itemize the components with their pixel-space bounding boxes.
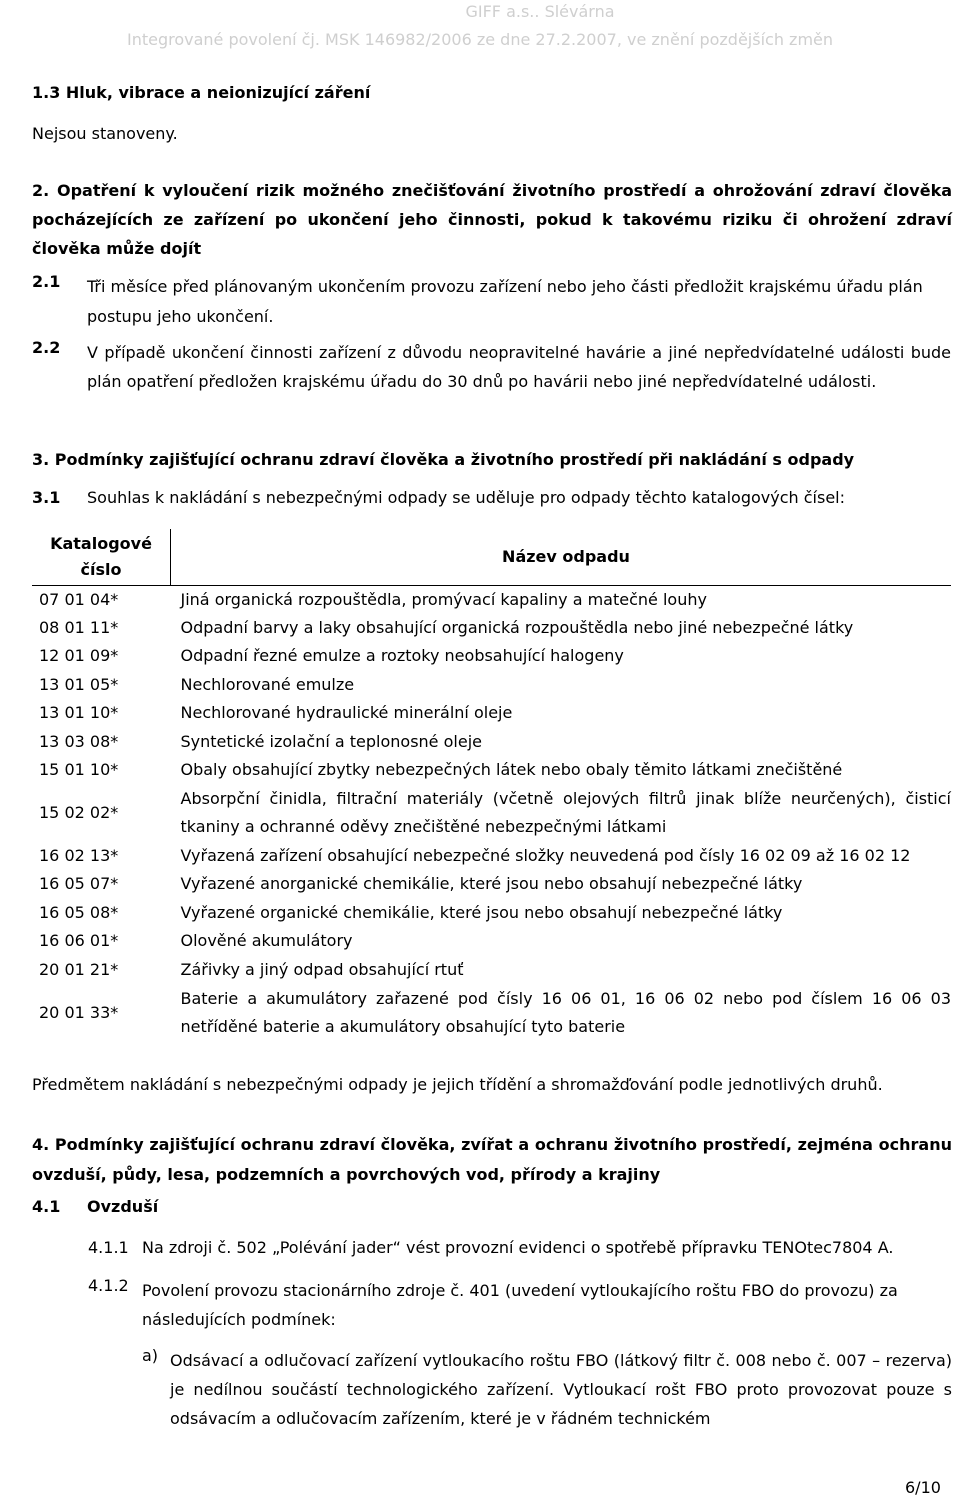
item-4-1-1-text: Na zdroji č. 502 „Polévání jader“ vést provozní evidenci o spotřebě přípravku TENOtec7804 A. (142, 1238, 894, 1257)
waste-name: Vyřazené anorganické chemikálie, které jsou nebo obsahují nebezpečné látky (180, 874, 803, 894)
table-row (32, 842, 951, 871)
item-a-text: Odsávací a odlučovací zařízení vytloukacího roštu FBO (látkový filtr č. 008 nebo č. 007 – rezerva) je nedílnou součástí technologického zařízení. Vytloukací rošt FBO proto provozovat pouze s odsávacím a odlučovacím zařízením, které je v řádném technickém (170, 1351, 952, 1428)
waste-code: 20 01 21* (39, 959, 119, 979)
waste-code: 20 01 33* (39, 1002, 119, 1022)
waste-code: 15 01 10* (39, 760, 119, 780)
section-3-title: 3. Podmínky zajišťující ochranu zdraví člověka a životního prostředí při nakládání s odpady (32, 450, 855, 469)
table-row (32, 671, 951, 700)
table-row (32, 728, 951, 757)
waste-catalog-table (32, 529, 951, 1041)
waste-code: 16 05 08* (39, 902, 119, 922)
waste-name: Olověné akumulátory (180, 931, 353, 951)
item-2-1-number: 2.1 (32, 272, 61, 291)
waste-name: Absorpční činidla, filtrační materiály (včetně olejových filtrů jinak blíže neurčených), čisticí tkaniny a ochranné oděvy znečištěné nebezpečnými látkami (180, 789, 951, 836)
waste-code: 15 02 02* (39, 803, 119, 822)
table-row (32, 756, 951, 785)
section-1-3-title: 1.3 Hluk, vibrace a neionizující záření (32, 83, 371, 102)
waste-name: Nechlorované emulze (180, 674, 355, 694)
table-row (32, 927, 951, 956)
header-name: Název odpadu (171, 529, 952, 585)
waste-code: 16 06 01* (39, 931, 119, 951)
section-1-3-text: Nejsou stanoveny. (32, 124, 178, 143)
section-3-footer: Předmětem nakládání s nebezpečnými odpady je jejich třídění a shromažďování podle jednotlivých druhů. (32, 1075, 883, 1094)
waste-name: Zářivky a jiný odpad obsahující rtuť (180, 959, 464, 979)
item-2-1-text: Tři měsíce před plánovaným ukončením provozu zařízení nebo jeho části předložit krajskému úřadu plán postupu jeho ukončení. (87, 277, 923, 326)
table-row (32, 785, 951, 842)
item-a-label: a) (142, 1346, 159, 1365)
page-number: 6/10 (905, 1478, 941, 1497)
waste-name: Baterie a akumulátory zařazené pod čísly 16 06 01, 16 06 02 nebo pod číslem 16 06 03 netříděné baterie a akumulátory obsahující tyto baterie (180, 988, 951, 1036)
waste-name: Jiná organická rozpouštědla, promývací kapaliny a matečné louhy (180, 589, 707, 609)
waste-code: 08 01 11* (39, 617, 119, 637)
waste-name: Obaly obsahující zbytky nebezpečných látek nebo obaly těmito látkami znečištěné (180, 760, 843, 780)
item-4-1-2-text: Povolení provozu stacionárního zdroje č. 401 (uvedení vytloukajícího roštu FBO do provozu) za následujících podmínek: (142, 1281, 898, 1329)
section-4-title: 4. Podmínky zajišťující ochranu zdraví člověka, zvířat a ochranu životního prostředí, zejména ochranu ovzduší, půdy, lesa, podzemních a povrchových vod, přírody a krajiny (32, 1135, 952, 1184)
waste-name: Vyřazené organické chemikálie, které jsou nebo obsahují nebezpečné látky (180, 902, 783, 922)
item-2-2-number: 2.2 (32, 338, 61, 357)
waste-name: Syntetické izolační a teplonosné oleje (180, 731, 482, 751)
section-4-1-title: Ovzduší (87, 1197, 159, 1216)
waste-code: 16 05 07* (39, 874, 119, 894)
table-row (32, 614, 951, 643)
table-row (32, 699, 951, 728)
waste-code: 13 01 05* (39, 674, 119, 694)
table-row (32, 870, 951, 899)
header-company: GIFF a.s.. Slévárna (465, 2, 615, 21)
waste-name: Nechlorované hydraulické minerální oleje (180, 703, 513, 723)
waste-code: 07 01 04* (39, 589, 119, 609)
waste-name: Vyřazená zařízení obsahující nebezpečné složky neuvedená pod čísly 16 02 09 až 16 02 12 (180, 845, 911, 865)
table-row (32, 984, 951, 1041)
item-4-1-1-number: 4.1.1 (88, 1238, 129, 1257)
table-header-row (32, 529, 951, 585)
header-code: Katalogové číslo (32, 529, 171, 585)
item-2-2-text: V případě ukončení činnosti zařízení z důvodu neopravitelné havárie a jiné nepředvídatelné události bude plán opatření předložen krajskému úřadu do 30 dnů po havárii nebo jiné nepředvídatelné události. (87, 343, 951, 391)
table-row (32, 585, 951, 614)
waste-code: 13 03 08* (39, 731, 119, 751)
item-4-1-2-number: 4.1.2 (88, 1276, 129, 1295)
section-2-title: 2. Opatření k vyloučení rizik možného znečišťování životního prostředí a ohrožování zdraví člověka pocházejících ze zařízení po ukončení jeho činnosti, pokud k takovému riziku či ohrožení zdraví člověka může dojít (32, 181, 952, 258)
waste-code: 12 01 09* (39, 646, 119, 666)
waste-code: 16 02 13* (39, 845, 119, 865)
item-3-1-number: 3.1 (32, 488, 61, 507)
waste-name: Odpadní barvy a laky obsahující organická rozpouštědla nebo jiné nebezpečné látky (180, 617, 854, 637)
section-4-1-number: 4.1 (32, 1197, 61, 1216)
waste-code: 13 01 10* (39, 703, 119, 723)
item-3-1-text: Souhlas k nakládání s nebezpečnými odpady se uděluje pro odpady těchto katalogových čísel: (87, 488, 845, 507)
waste-name: Odpadní řezné emulze a roztoky neobsahující halogeny (180, 646, 624, 666)
table-row (32, 899, 951, 928)
table-row (32, 642, 951, 671)
header-permit: Integrované povolení čj. MSK 146982/2006 ze dne 27.2.2007, ve znění pozdějších změn (126, 30, 834, 49)
table-row (32, 956, 951, 985)
